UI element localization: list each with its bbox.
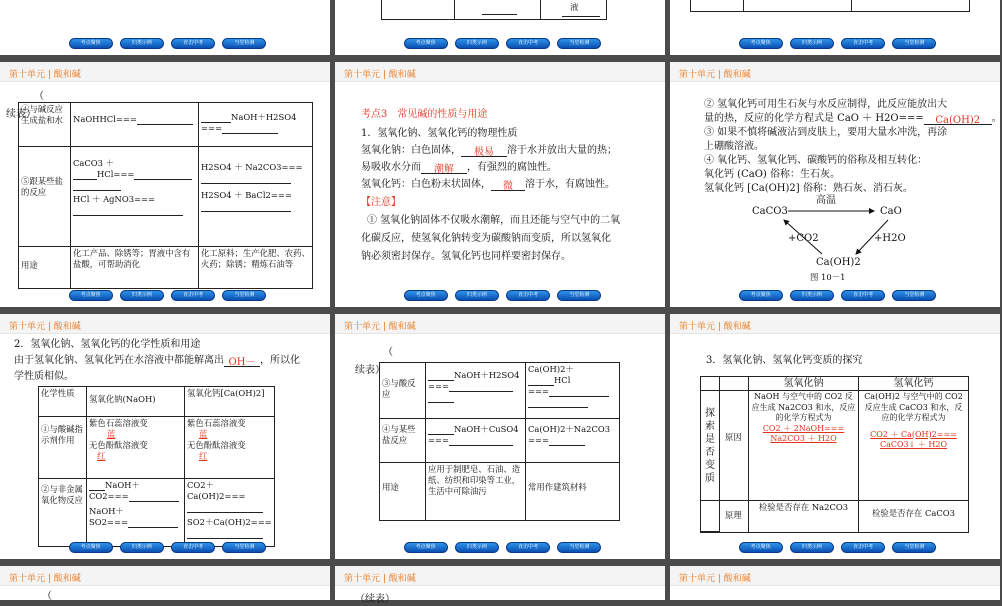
table-cell: 应用于制肥皂、石油、造纸、纺织和印染等工业，生活中可除油污: [426, 463, 526, 521]
nav-button-test[interactable]: 当堂检测: [557, 38, 601, 49]
table-cell: CO2＋Ca(OH)2=== SO2＋Ca(OH)2===: [185, 479, 275, 547]
continued-paren: （: [42, 591, 52, 602]
continued-paren: （: [34, 91, 44, 102]
nav-button-focus[interactable]: 考点聚焦: [739, 542, 783, 553]
row-label: ①与酸碱指示剂作用: [39, 417, 87, 479]
naoh-line-2: 易吸收水分而 潮解 ，有强烈的腐蚀性。: [361, 162, 557, 175]
row-label: ④与碱反应生成盐和水: [19, 103, 71, 147]
table-cell: Ca(OH)2 与空气中的 CO2 反应生成 CaCO3 和水，反应的化学方程式为 CO2 ＋ Ca(OH)2=== CaCO3↓ ＋ H2O: [859, 391, 969, 501]
nav-button-exam[interactable]: 直击中考: [171, 542, 215, 553]
nav-button-test[interactable]: 当堂检测: [892, 290, 936, 301]
header-cell: 氢氧化钠: [749, 377, 859, 391]
slide-4: [335, 62, 665, 307]
slide-8: [670, 314, 1000, 559]
section-title: 2．氢氧化钠、氢氧化钙的化学性质和用途: [14, 339, 201, 350]
slide-7: [335, 314, 665, 559]
base-properties-table-continued: [379, 362, 620, 521]
note-line-2: 化碳反应，使氢氧化钠转变为碳酸钠而变质，所以氢氧化: [361, 233, 611, 244]
nav-button-test[interactable]: 当堂检测: [892, 38, 936, 49]
node-caoh2: Ca(OH)2: [816, 257, 861, 268]
text-line: 氧化钙 (CaO) 俗称：生石灰。: [704, 169, 840, 180]
slide-header-title: 第十单元 | 酸和碱: [344, 322, 416, 332]
nav-button-exam[interactable]: 直击中考: [171, 290, 215, 301]
nav-button-examples[interactable]: 归类示例: [120, 290, 164, 301]
table-cell: NaOH 与空气中的 CO2 反应生成 Na2CO3 和水，反应的化学方程式为 CO2 ＋ 2NaOH=== Na2CO3 ＋ H2O: [749, 391, 859, 501]
row-label: ②与非金属氧化物反应: [39, 479, 87, 547]
nav-button-test[interactable]: 当堂检测: [222, 38, 266, 49]
slide-header-title: 第十单元 | 酸和碱: [344, 70, 416, 80]
slide-header-title: 第十单元 | 酸和碱: [344, 574, 416, 584]
intro-line: 由于氢氧化钠、氢氧化钙在水溶液中都能解离出 OH－ ，所以化: [14, 355, 300, 368]
nav-bar: [0, 31, 330, 55]
base-properties-table: [38, 386, 275, 547]
header-cell: 氢氧化钠(NaOH): [87, 387, 185, 417]
text-line: ③ 如果不慎将碱液沾到皮肤上，要用大量水冲洗，再涂: [704, 127, 948, 138]
header-cell: [701, 377, 749, 391]
continued-paren: （: [383, 347, 393, 358]
naoh-line-1: 氢氧化钠：白色固体， 极易 溶于水并放出大量的热；: [361, 145, 617, 158]
table-cell: CaCO3 ＋ HCl=== HCl ＋ AgNO3===: [71, 147, 199, 247]
nav-button-examples[interactable]: 归类示例: [790, 542, 834, 553]
nav-button-focus[interactable]: 考点聚焦: [69, 290, 113, 301]
slide-header: [670, 314, 1000, 334]
nav-button-test[interactable]: 当堂检测: [892, 542, 936, 553]
slide-header: [335, 62, 665, 82]
row-label: 用途: [19, 247, 71, 289]
node-caco3: CaCO3: [752, 206, 788, 217]
table-cell: NaOH＋ CO2=== NaOH＋ SO2===: [87, 479, 185, 547]
slide-header: [670, 62, 1000, 82]
nav-button-test[interactable]: 当堂检测: [557, 290, 601, 301]
acid-table: [18, 102, 313, 289]
label-high-temp: 高温: [816, 195, 836, 206]
slide-content: [0, 334, 330, 535]
table-cell: NaOHHCl===: [71, 103, 199, 147]
section-title: 3．氢氧化钠、氢氧化钙变质的探究: [706, 355, 863, 366]
conversion-diagram: [670, 82, 1000, 282]
label-co2: +CO2: [788, 233, 819, 244]
slide-header: [0, 62, 330, 82]
nav-bar: [670, 283, 1000, 307]
slide-0: [0, 0, 330, 55]
nav-button-exam[interactable]: 直击中考: [506, 290, 550, 301]
nav-button-test[interactable]: 当堂检测: [222, 542, 266, 553]
nav-button-focus[interactable]: 考点聚焦: [739, 38, 783, 49]
table-cell-text: 液: [570, 2, 579, 12]
nav-bar: [0, 283, 330, 307]
section-heading: 考点3 常见碱的性质与用途: [361, 109, 488, 120]
nav-bar: [335, 31, 665, 55]
nav-button-focus[interactable]: 考点聚焦: [69, 542, 113, 553]
table-cell: H2SO4 ＋ Na2CO3=== H2SO4 ＋ BaCl2===: [199, 147, 313, 247]
nav-bar: [670, 535, 1000, 559]
caoh-line: 氢氧化钙：白色粉末状固体， 微 溶于水，有腐蚀性。: [361, 179, 615, 192]
nav-bar: [335, 283, 665, 307]
slide-5: [670, 62, 1000, 307]
nav-button-exam[interactable]: 直击中考: [171, 38, 215, 49]
continued-label: （续表）: [355, 594, 395, 605]
slide-header: [335, 314, 665, 334]
slide-9: [0, 566, 330, 600]
nav-button-focus[interactable]: 考点聚焦: [69, 38, 113, 49]
slide-header-title: 第十单元 | 酸和碱: [679, 322, 751, 332]
continued-label: 续表）: [6, 109, 36, 120]
slide-2: [670, 0, 1000, 55]
row-label: 用途: [380, 463, 426, 521]
nav-button-test[interactable]: 当堂检测: [222, 290, 266, 301]
header-cell: 化学性质: [39, 387, 87, 417]
row-label: 原因: [701, 391, 749, 501]
slide-header: [0, 566, 330, 586]
subsection-title: 1．氢氧化钠、氢氧化钙的物理性质: [361, 128, 518, 139]
table-cell: 化工产品、除锈等；胃液中含有盐酸，可帮助消化: [71, 247, 199, 289]
deterioration-table: [700, 376, 969, 533]
nav-button-examples[interactable]: 归类示例: [120, 542, 164, 553]
slide-header-title: 第十单元 | 酸和碱: [9, 322, 81, 332]
nav-button-examples[interactable]: 归类示例: [790, 38, 834, 49]
text-line: 氢氧化钙 [Ca(OH)2] 俗称：熟石灰、消石灰。: [704, 183, 913, 194]
table-cell: NaOH＋CuSO4 ===: [426, 419, 526, 463]
slide-11: [670, 566, 1000, 600]
table-fragment: [690, 0, 970, 12]
nav-button-exam[interactable]: 直击中考: [506, 542, 550, 553]
slide-6: [0, 314, 330, 559]
table-cell: Ca(OH)2＋Na2CO3 ===: [526, 419, 620, 463]
table-cell: 检验是否存在 Na2CO3: [749, 501, 859, 533]
table-fragment: [381, 0, 607, 20]
table-cell: 紫色石蕊溶液变 蓝 无色酚酞溶液变 红: [87, 417, 185, 479]
nav-button-examples[interactable]: 归类示例: [120, 38, 164, 49]
label-h2o: +H2O: [874, 233, 906, 244]
nav-button-examples[interactable]: 归类示例: [455, 38, 499, 49]
text-line: 上硼酸溶液。: [704, 141, 764, 152]
table-cell: NaOH＋H2SO4 ===: [426, 363, 526, 419]
note-line-3: 钠必须密封保存。氢氧化钙也同样要密封保存。: [361, 251, 571, 262]
nav-button-examples[interactable]: 归类示例: [455, 290, 499, 301]
note-label: 【注意】: [361, 197, 401, 208]
continued-label: 续表）: [355, 365, 385, 376]
row-label: ④与某些盐反应: [380, 419, 426, 463]
table-cell: Ca(OH)2＋ HCl ===: [526, 363, 620, 419]
slide-header: [335, 566, 665, 586]
text-line: ④ 氧化钙、氢氧化钙、碳酸钙的俗称及相互转化：: [704, 155, 928, 166]
table-cell: NaOH＋H2SO4 ===: [199, 103, 313, 147]
nav-button-focus[interactable]: 考点聚焦: [404, 542, 448, 553]
row-label: ⑤跟某些盐的反应: [19, 147, 71, 247]
row-label: ③与酸反应: [380, 363, 426, 419]
slide-content: [670, 334, 1000, 535]
slide-1: [335, 0, 665, 55]
row-label: 原理: [701, 501, 749, 533]
slide-header-title: 第十单元 | 酸和碱: [679, 70, 751, 80]
slide-content: [0, 82, 330, 283]
slide-header-title: 第十单元 | 酸和碱: [9, 70, 81, 80]
table-cell: 紫色石蕊溶液变 蓝 无色酚酞溶液变 红: [185, 417, 275, 479]
nav-button-examples[interactable]: 归类示例: [790, 290, 834, 301]
equation-line: 量的热，反应的化学方程式是 CaO ＋ H2O=== Ca(OH)2 。: [704, 113, 1002, 126]
side-label: 探索是否变质: [705, 408, 715, 484]
note-line-1: ① 氢氧化钠固体不仅吸水潮解，而且还能与空气中的二氧: [367, 215, 621, 226]
nav-bar: [670, 31, 1000, 55]
slide-content: [670, 82, 1000, 283]
slide-content: [335, 334, 665, 535]
slide-3: [0, 62, 330, 307]
nav-button-focus[interactable]: 考点聚焦: [404, 38, 448, 49]
nav-button-focus[interactable]: 考点聚焦: [404, 290, 448, 301]
blank-line: [562, 6, 600, 17]
table-cell: 常用作建筑材料: [526, 463, 620, 521]
nav-button-exam[interactable]: 直击中考: [841, 290, 885, 301]
header-cell: 氢氧化钙[Ca(OH)2]: [185, 387, 275, 417]
nav-bar: [335, 535, 665, 559]
intro-line-2: 学性质相似。: [14, 371, 74, 382]
node-cao: CaO: [880, 206, 902, 217]
nav-button-focus[interactable]: 考点聚焦: [739, 290, 783, 301]
nav-button-examples[interactable]: 归类示例: [455, 542, 499, 553]
header-cell: 氢氧化钙: [859, 377, 969, 391]
slide-content: [335, 82, 665, 283]
slide-header-title: 第十单元 | 酸和碱: [9, 574, 81, 584]
table-cell: 检验是否存在 CaCO3: [859, 501, 969, 533]
figure-caption: 图 10－1: [810, 272, 846, 282]
blank-line: [482, 4, 517, 15]
nav-bar: [0, 535, 330, 559]
slide-10: [335, 566, 665, 605]
nav-button-exam[interactable]: 直击中考: [841, 38, 885, 49]
nav-button-exam[interactable]: 直击中考: [506, 38, 550, 49]
table-cell: 化工原料；生产化肥、农药、火药；除锈；精炼石油等: [199, 247, 313, 289]
slide-header-title: 第十单元 | 酸和碱: [679, 574, 751, 584]
slide-header: [0, 314, 330, 334]
text-line: ② 氢氧化钙可用生石灰与水反应制得，此反应能放出大: [704, 99, 948, 110]
slide-header: [670, 566, 1000, 586]
nav-button-test[interactable]: 当堂检测: [557, 542, 601, 553]
nav-button-exam[interactable]: 直击中考: [841, 542, 885, 553]
